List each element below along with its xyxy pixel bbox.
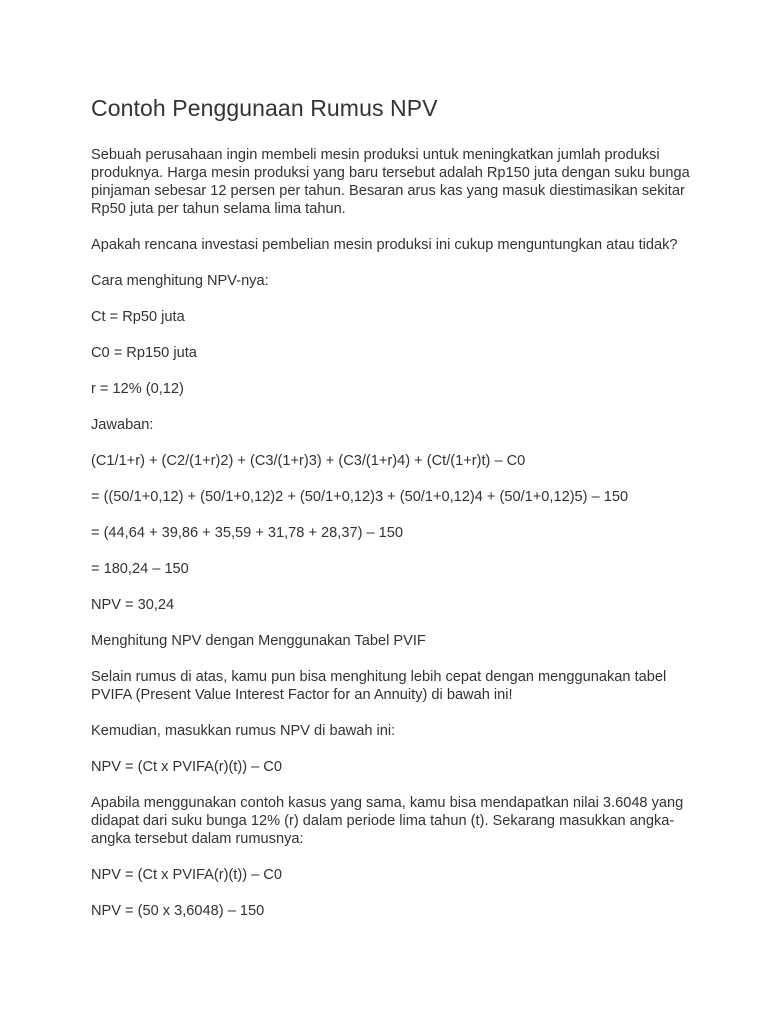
formula-substituted: = ((50/1+0,12) + (50/1+0,12)2 + (50/1+0,12)3 + (50/1+0,12)4 + (50/1+0,12)5) – 150: [91, 489, 629, 505]
question-paragraph: Apakah rencana investasi pembelian mesin produksi ini cukup menguntungkan atau tidak?: [91, 237, 678, 253]
formula-pvifa-values: NPV = (50 x 3,6048) – 150: [91, 903, 265, 919]
pvifa-intro-paragraph: Selain rumus di atas, kamu pun bisa menghitung lebih cepat dengan menggunakan tabel PVIFA (Present Value Interest Factor for an Annuity) di bawah ini!: [91, 669, 667, 703]
section-heading-pvif: Menghitung NPV dengan Menggunakan Tabel PVIF: [91, 633, 426, 649]
formula-general: (C1/1+r) + (C2/(1+r)2) + (C3/(1+r)3) + (C3/(1+r)4) + (Ct/(1+r)t) – C0: [91, 453, 526, 469]
formula-instruction: Kemudian, masukkan rumus NPV di bawah ini:: [91, 723, 396, 739]
intro-paragraph: Sebuah perusahaan ingin membeli mesin produksi untuk meningkatkan jumlah produksi produknya. Harga mesin produksi yang baru tersebut adalah Rp150 juta dengan suku bunga pinjaman sebesar 12 persen per tahun. Besaran arus kas yang masuk diestimasikan sekitar Rp50 juta per tahun selama lima tahun.: [91, 147, 690, 217]
variable-c0: C0 = Rp150 juta: [91, 345, 197, 361]
npv-result: NPV = 30,24: [91, 597, 175, 613]
example-paragraph: Apabila menggunakan contoh kasus yang sama, kamu bisa mendapatkan nilai 3.6048 yang didapat dari suku bunga 12% (r) dalam periode lima tahun (t). Sekarang masukkan angka-angka tersebut dalam rumusnya:: [91, 795, 684, 847]
answer-label: Jawaban:: [91, 417, 154, 433]
formula-values: = (44,64 + 39,86 + 35,59 + 31,78 + 28,37) – 150: [91, 525, 403, 541]
formula-pvifa: NPV = (Ct x PVIFA(r)(t)) – C0: [91, 759, 282, 775]
page-title: Contoh Penggunaan Rumus NPV: [91, 95, 438, 121]
method-heading: Cara menghitung NPV-nya:: [91, 273, 269, 289]
formula-sum: = 180,24 – 150: [91, 561, 189, 577]
formula-pvifa-repeat: NPV = (Ct x PVIFA(r)(t)) – C0: [91, 867, 282, 883]
variable-r: r = 12% (0,12): [91, 381, 184, 397]
variable-ct: Ct = Rp50 juta: [91, 309, 185, 325]
